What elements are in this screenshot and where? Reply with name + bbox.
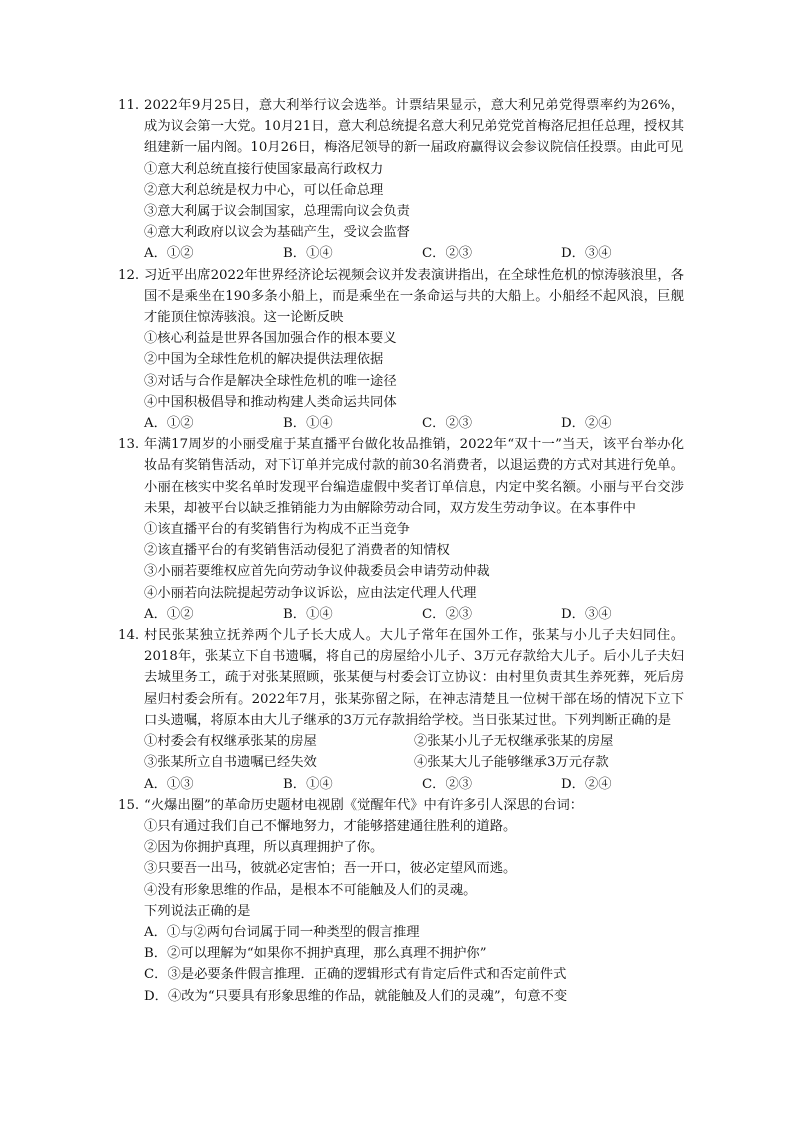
statement: ④中国积极倡导和推动构建人类命运共同体	[144, 394, 397, 410]
choice-c: C．②③	[422, 416, 473, 432]
question-stem	[118, 795, 684, 816]
question-11	[118, 95, 684, 265]
statement: ④张某大儿子能够继承3万元存款	[414, 755, 609, 771]
statement: ④小丽若向法院提起劳动争议诉讼，应由法定代理人代理	[144, 585, 477, 601]
question-text: 村民张某独立抚养两个儿子长大成人。大儿子常年在国外工作，张某与小儿子夫妇同住。2018年，张某立下自书遗嘱，将自己的房屋给小儿子、3万元存款给大儿子。后小儿子夫妇去城里务工，疏于对张某照顾，张某便与村委会订立协议：由村里负责其生养死葬，死后房屋归村委会所有。2022年7月，张某弥留之际，在神志清楚且一位树干部在场的情况下立下口头遗嘱，将原本由大儿子继承的3万元存款捐给学校。当日张某过世。下列判断正确的是	[144, 628, 684, 728]
question-number: 12.	[118, 267, 140, 283]
question-text: 2022年9月25日，意大利举行议会选举。计票结果显示，意大利兄弟党得票率约为26%，成为议会第一大党。10月21日，意大利总统提名意大利兄弟党党首梅洛尼担任总理，授权其组建新一届内阁。10月26日，梅洛尼领导的新一届政府赢得议会参议院信任投票。由此可见	[144, 98, 684, 156]
choice-row	[118, 604, 684, 625]
question-prompt: 下列说法正确的是	[144, 903, 251, 919]
question-text: 习近平出席2022年世界经济论坛视频会议并发表演讲指出，在全球性危机的惊涛骇浪里，各国不是乘坐在190多条小船上，而是乘坐在一条命运与共的大船上。小船经不起风浪，巨舰才能顶住惊涛骇浪。这一论断反映	[144, 267, 684, 326]
question-15	[118, 795, 684, 1007]
statement: ②张某小儿子无权继承张某的房屋	[414, 734, 614, 750]
statement: ③张某所立自书遗嘱已经失效	[144, 755, 317, 771]
choice-b: B．①④	[283, 246, 333, 262]
choice-d: D．④改为“只要具有形象思维的作品，就能触及人们的灵魂”，句意不变	[144, 988, 568, 1004]
quote-line: ①只有通过我们自己不懈地努力，才能够搭建通往胜利的道路。	[144, 818, 517, 834]
statement: ③对话与合作是解决全球性危机的唯一途径	[144, 373, 397, 389]
choice-d: D．②④	[561, 416, 612, 432]
question-stem	[118, 434, 684, 519]
statement: ③意大利属于议会制国家，总理需向议会负责	[144, 204, 410, 220]
choice-a: A．①与②两句台词属于同一种类型的假言推理	[144, 924, 420, 940]
choice-d: D．③④	[561, 606, 612, 622]
question-stem	[118, 95, 684, 159]
choice-c: C．②③	[422, 776, 473, 792]
statement: ②中国为全球性危机的解决提供法理依据	[144, 352, 384, 368]
choice-b: B．①④	[283, 776, 333, 792]
choice-a: A．①③	[144, 776, 194, 792]
question-12	[118, 265, 684, 435]
choice-d: D．③④	[561, 246, 612, 262]
statement: ②意大利总统是权力中心，可以任命总理	[144, 182, 384, 198]
quote-line: ④没有形象思维的作品，是根本不可能触及人们的灵魂。	[144, 882, 477, 898]
choice-row	[118, 413, 684, 434]
choice-a: A．①②	[144, 246, 194, 262]
question-number: 13.	[118, 437, 140, 453]
question-number: 14.	[118, 628, 140, 644]
choice-d: D．②④	[561, 776, 612, 792]
question-stem	[118, 265, 684, 329]
question-stem	[118, 625, 684, 731]
choice-row	[118, 243, 684, 264]
choice-row	[118, 774, 684, 795]
quote-line: ②因为你拥护真理，所以真理拥护了你。	[144, 840, 384, 856]
question-list	[118, 95, 684, 1007]
choice-b: B．②可以理解为“如果你不拥护真理，那么真理不拥护你”	[144, 946, 487, 962]
choice-a: A．①②	[144, 416, 194, 432]
statement: ①核心利益是世界各国加强合作的根本要义	[144, 331, 397, 347]
choice-a: A．①②	[144, 606, 194, 622]
statement: ①意大利总统直接行使国家最高行政权力	[144, 161, 384, 177]
statement-row	[118, 752, 684, 773]
choice-c: C．③是必要条件假言推理．正确的逻辑形式有肯定后件式和否定前件式	[144, 967, 567, 983]
question-text: 年满17周岁的小丽受雇于某直播平台做化妆品推销，2022年“双十一”当天，该平台举办化妆品有奖销售活动，对下订单并完成付款的前30名消费者，以退运费的方式对其进行免单。小丽在核实中奖名单时发现平台编造虚假中奖者订单信息，内定中奖名额。小丽与平台交涉未果，却被平台以缺乏推销能力为由解除劳动合同，双方发生劳动争议。在本事件中	[144, 437, 684, 516]
question-14	[118, 625, 684, 795]
choice-b: B．①④	[283, 606, 333, 622]
statement: ①该直播平台的有奖销售行为构成不正当竞争	[144, 522, 410, 538]
choice-c: C．②③	[422, 246, 473, 262]
quote-line: ③只要吾一出马，彼就必定害怕；吾一开口，彼必定望风而逃。	[144, 861, 517, 877]
choice-b: B．①④	[283, 416, 333, 432]
choice-c: C．②③	[422, 606, 473, 622]
statement: ②该直播平台的有奖销售活动侵犯了消费者的知情权	[144, 543, 450, 559]
question-text: “火爆出圈”的革命历史题材电视剧《觉醒年代》中有许多引人深思的台词：	[144, 797, 584, 813]
question-13	[118, 434, 684, 625]
question-number: 15.	[118, 797, 140, 813]
question-number: 11.	[118, 98, 140, 113]
statement: ①村委会有权继承张某的房屋	[144, 734, 317, 750]
statement-row	[118, 731, 684, 752]
statement: ④意大利政府以议会为基础产生，受议会监督	[144, 225, 410, 241]
statement: ③小丽若要维权应首先向劳动争议仲裁委员会申请劳动仲裁	[144, 564, 490, 580]
